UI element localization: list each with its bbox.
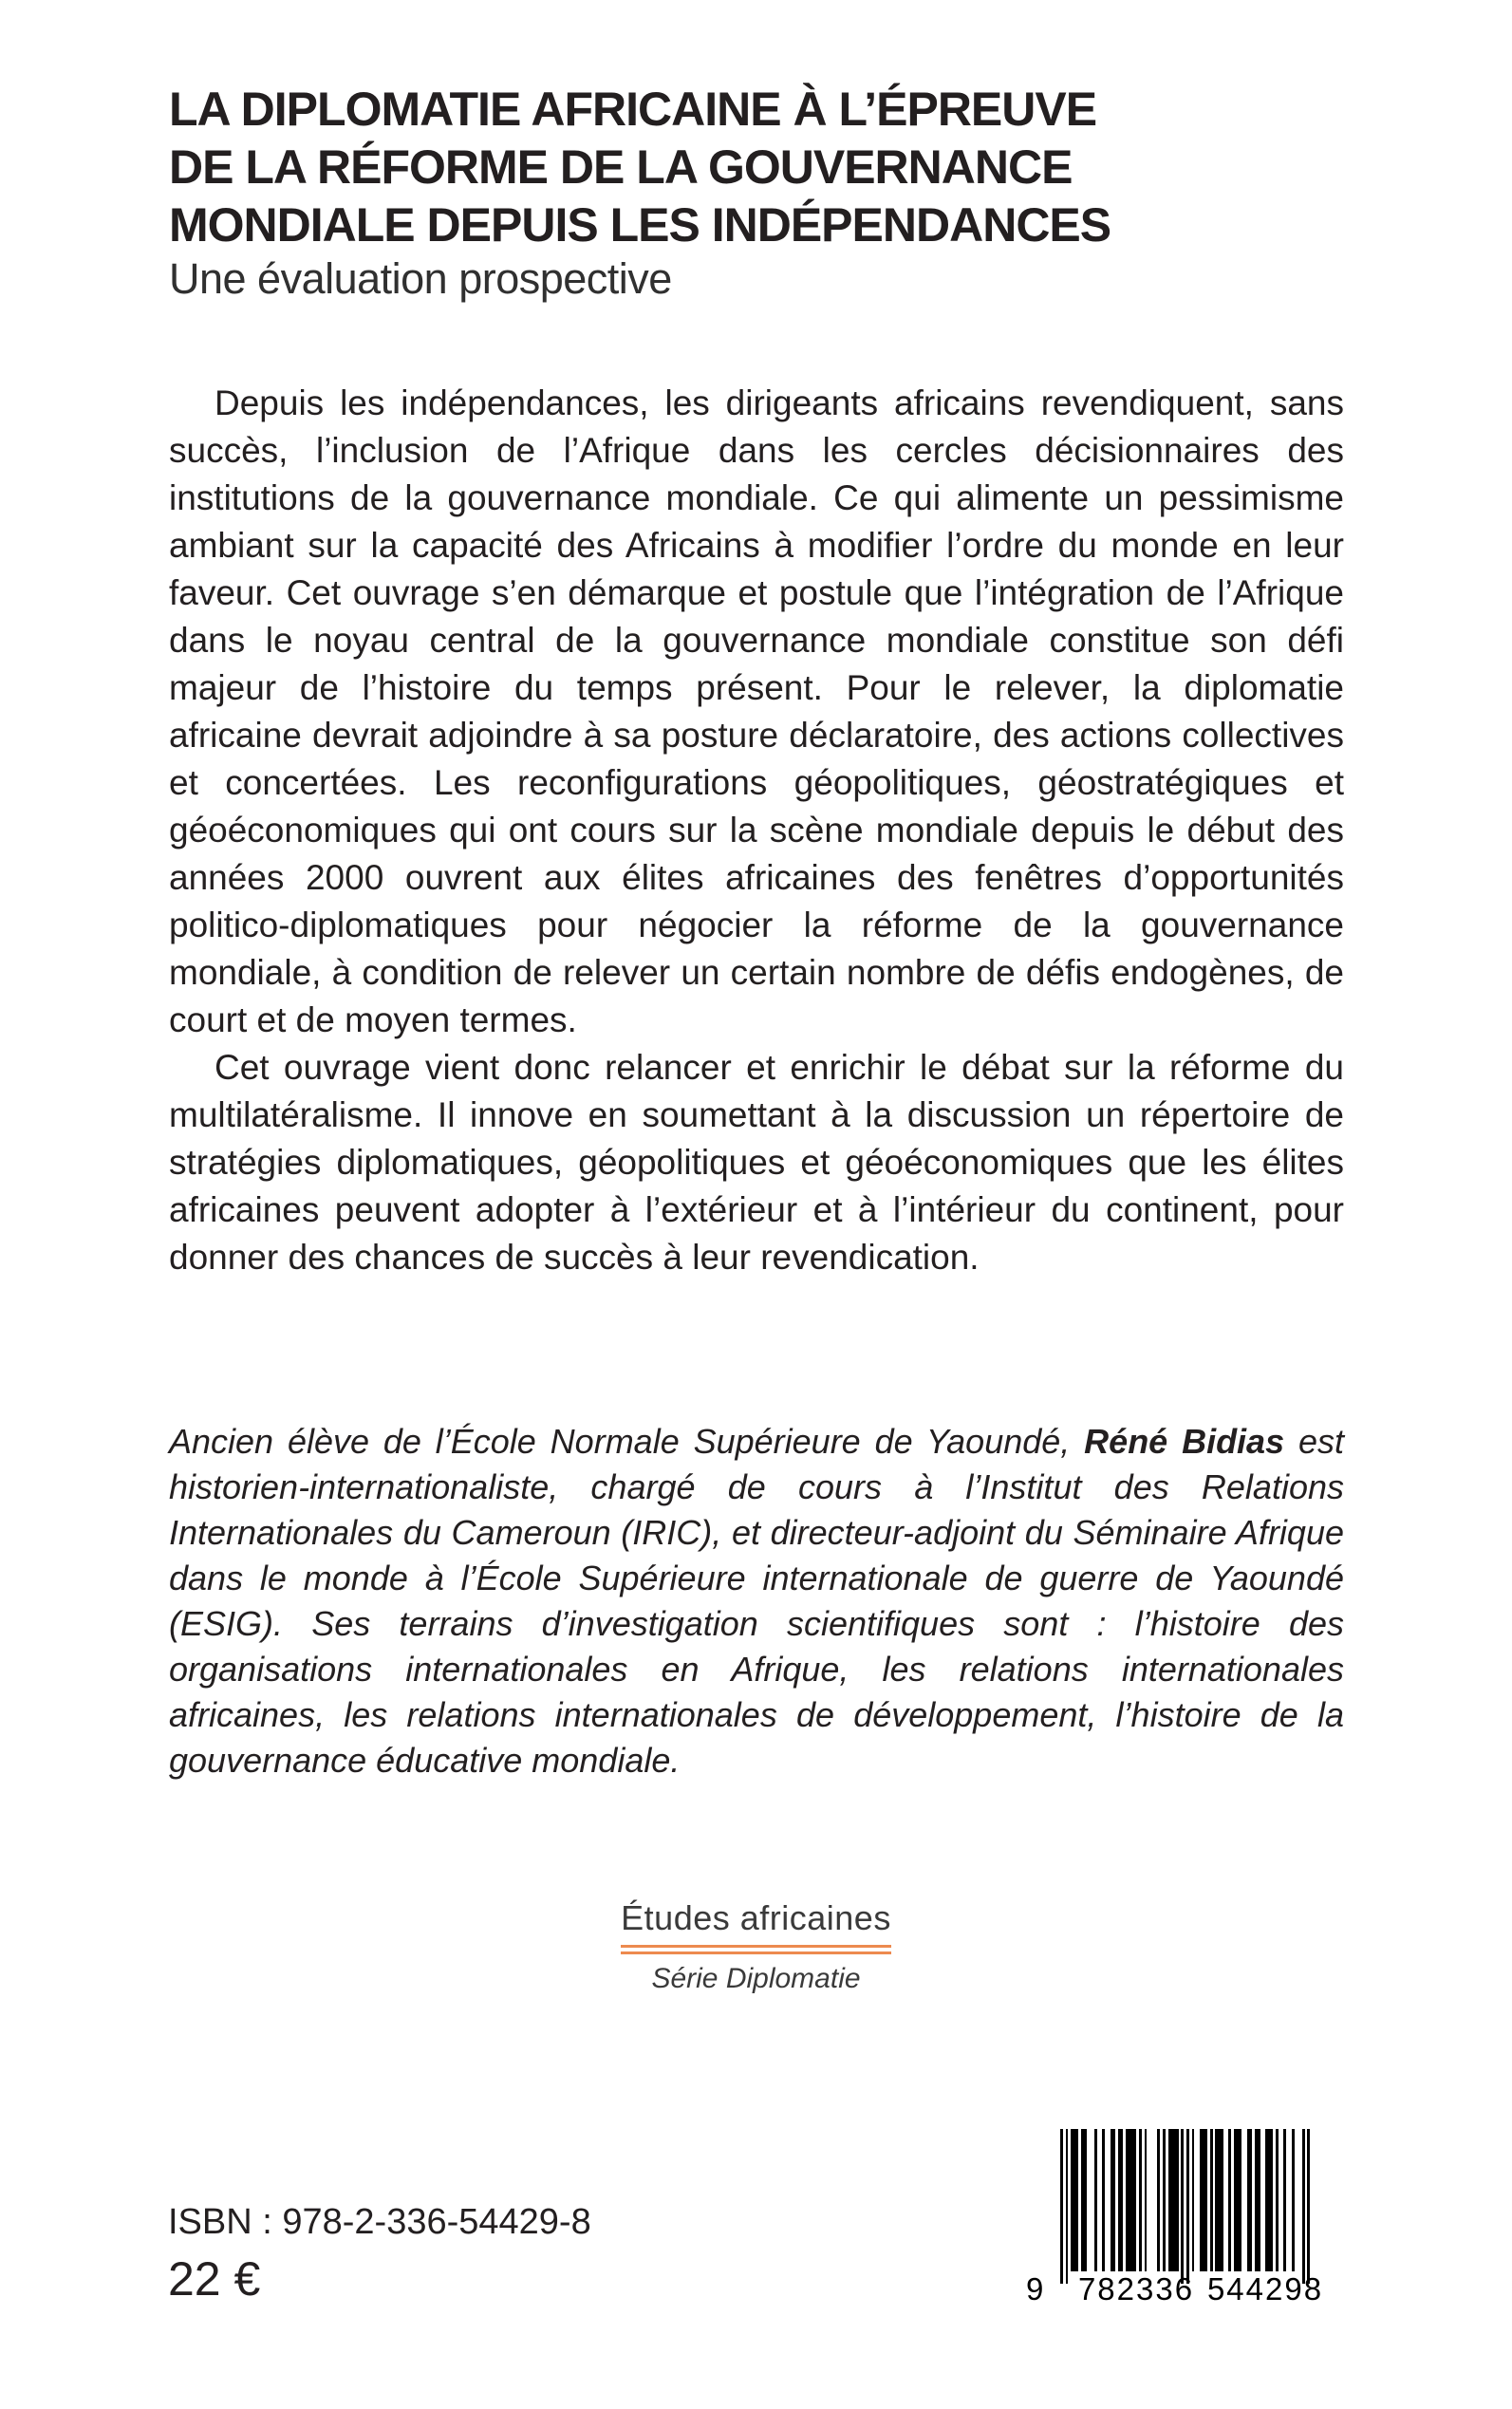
- synopsis: [169, 380, 1344, 1281]
- barcode-bar: [1200, 2129, 1207, 2271]
- barcode-bar: [1265, 2129, 1273, 2271]
- barcode-bar: [1157, 2129, 1160, 2271]
- barcode-bar: [1094, 2129, 1097, 2271]
- author-name: Réné Bidias: [1084, 1422, 1285, 1461]
- price-text: 22 €: [168, 2252, 261, 2306]
- barcode-bar: [1210, 2129, 1213, 2271]
- barcode-digit-first: 9: [1026, 2271, 1044, 2306]
- barcode-bar: [1283, 2129, 1286, 2271]
- author-bio-rest: est historien-internationaliste, chargé de cours à l’Institut des Relations Internationales du Cameroun (IRIC), et directeur-adjoint du Séminaire Afrique dans le monde à l’École Supérieure internationale de guerre de Yaoundé (ESIG). Ses terrains d’investigation scientifiques sont : l’histoire des organisations internationales en Afrique, les relations internationales africaines, les relations internationales de développement, l’histoire de la gouvernance éducative mondiale.: [169, 1422, 1344, 1780]
- barcode-bar: [1139, 2129, 1142, 2271]
- barcode-bar: [1192, 2129, 1195, 2271]
- barcode-bar: [1247, 2129, 1253, 2271]
- author-bio-lead: Ancien élève de l’École Normale Supérieure de Yaoundé,: [169, 1422, 1085, 1461]
- barcode-bar: [1168, 2129, 1179, 2271]
- collection-underline: [621, 1945, 891, 1954]
- barcode-bar: [1307, 2129, 1310, 2284]
- synopsis-paragraph-2: Cet ouvrage vient donc relancer et enrichir le débat sur la réforme du multilatéralisme. Il innove en soumettant à la discussion un répertoire de stratégies diplomatiques, géopolitiques et géoéconomiques que les élites africaines peuvent adopter à l’extérieur et à l’intérieur du continent, pour donner des chances de succès à leur revendication.: [169, 1048, 1344, 1277]
- barcode-bar: [1145, 2129, 1148, 2271]
- barcode-bar: [1255, 2129, 1260, 2271]
- collection-block: [0, 1898, 1512, 1995]
- isbn-text: ISBN : 978-2-336-54429-8: [168, 2202, 591, 2242]
- barcode-bar: [1234, 2129, 1241, 2271]
- barcode-bars: [1060, 2129, 1311, 2284]
- book-title-line-3: MONDIALE DEPUIS LES INDÉPENDANCES: [169, 198, 1111, 252]
- barcode-digits-left: 782336: [1077, 2271, 1195, 2306]
- book-title: [169, 81, 1251, 254]
- collection-name-wrap: [621, 1898, 891, 1954]
- author-bio: [169, 1419, 1344, 1783]
- barcode-bar: [1186, 2129, 1189, 2284]
- barcode-bar: [1126, 2129, 1136, 2271]
- barcode-bar: [1181, 2129, 1184, 2284]
- barcode-bar: [1081, 2129, 1087, 2271]
- barcode-bar: [1302, 2129, 1305, 2284]
- barcode-bar: [1292, 2129, 1295, 2271]
- barcode-bar: [1215, 2129, 1223, 2271]
- barcode: [1026, 2129, 1324, 2306]
- barcode-bar: [1060, 2129, 1063, 2284]
- barcode-bar: [1111, 2129, 1116, 2271]
- barcode-bar: [1228, 2129, 1231, 2271]
- collection-series: Série Diplomatie: [651, 1963, 861, 1994]
- barcode-bar: [1071, 2129, 1078, 2271]
- synopsis-paragraph-1: Depuis les indépendances, les dirigeants africains revendiquent, sans succès, l’inclusion de l’Afrique dans les cercles décisionnaires des institutions de la gouvernance mondiale. Ce qui alimente un pessimisme ambiant sur la capacité des Africains à modifier l’ordre du monde en leur faveur. Cet ouvrage s’en démarque et postule que l’intégration de l’Afrique dans le noyau central de la gouvernance mondiale constitue son défi majeur de l’histoire du temps présent. Pour le relever, la diplomatie africaine devrait adjoindre à sa posture déclaratoire, des actions collectives et concertées. Les reconfigurations géopolitiques, géostratégiques et géoéconomiques qui ont cours sur la scène mondiale depuis le début des années 2000 ouvrent aux élites africaines des fenêtres d’opportunités politico-diplomatiques pour négocier la réforme de la gouvernance mondiale, à condition de relever un certain nombre de défis endogènes, de court et de moyen termes.: [169, 383, 1344, 1039]
- barcode-bar: [1276, 2129, 1279, 2271]
- barcode-digits-right: 544298: [1206, 2271, 1324, 2306]
- collection-name: Études africaines: [621, 1898, 891, 1937]
- barcode-bar: [1102, 2129, 1105, 2271]
- barcode-bar: [1163, 2129, 1166, 2271]
- book-title-line-1: LA DIPLOMATIE AFRICAINE À L’ÉPREUVE: [169, 83, 1097, 136]
- barcode-bar: [1066, 2129, 1069, 2284]
- barcode-bar: [1118, 2129, 1124, 2271]
- book-subtitle: Une évaluation prospective: [169, 254, 672, 303]
- book-title-line-2: DE LA RÉFORME DE LA GOUVERNANCE: [169, 140, 1073, 194]
